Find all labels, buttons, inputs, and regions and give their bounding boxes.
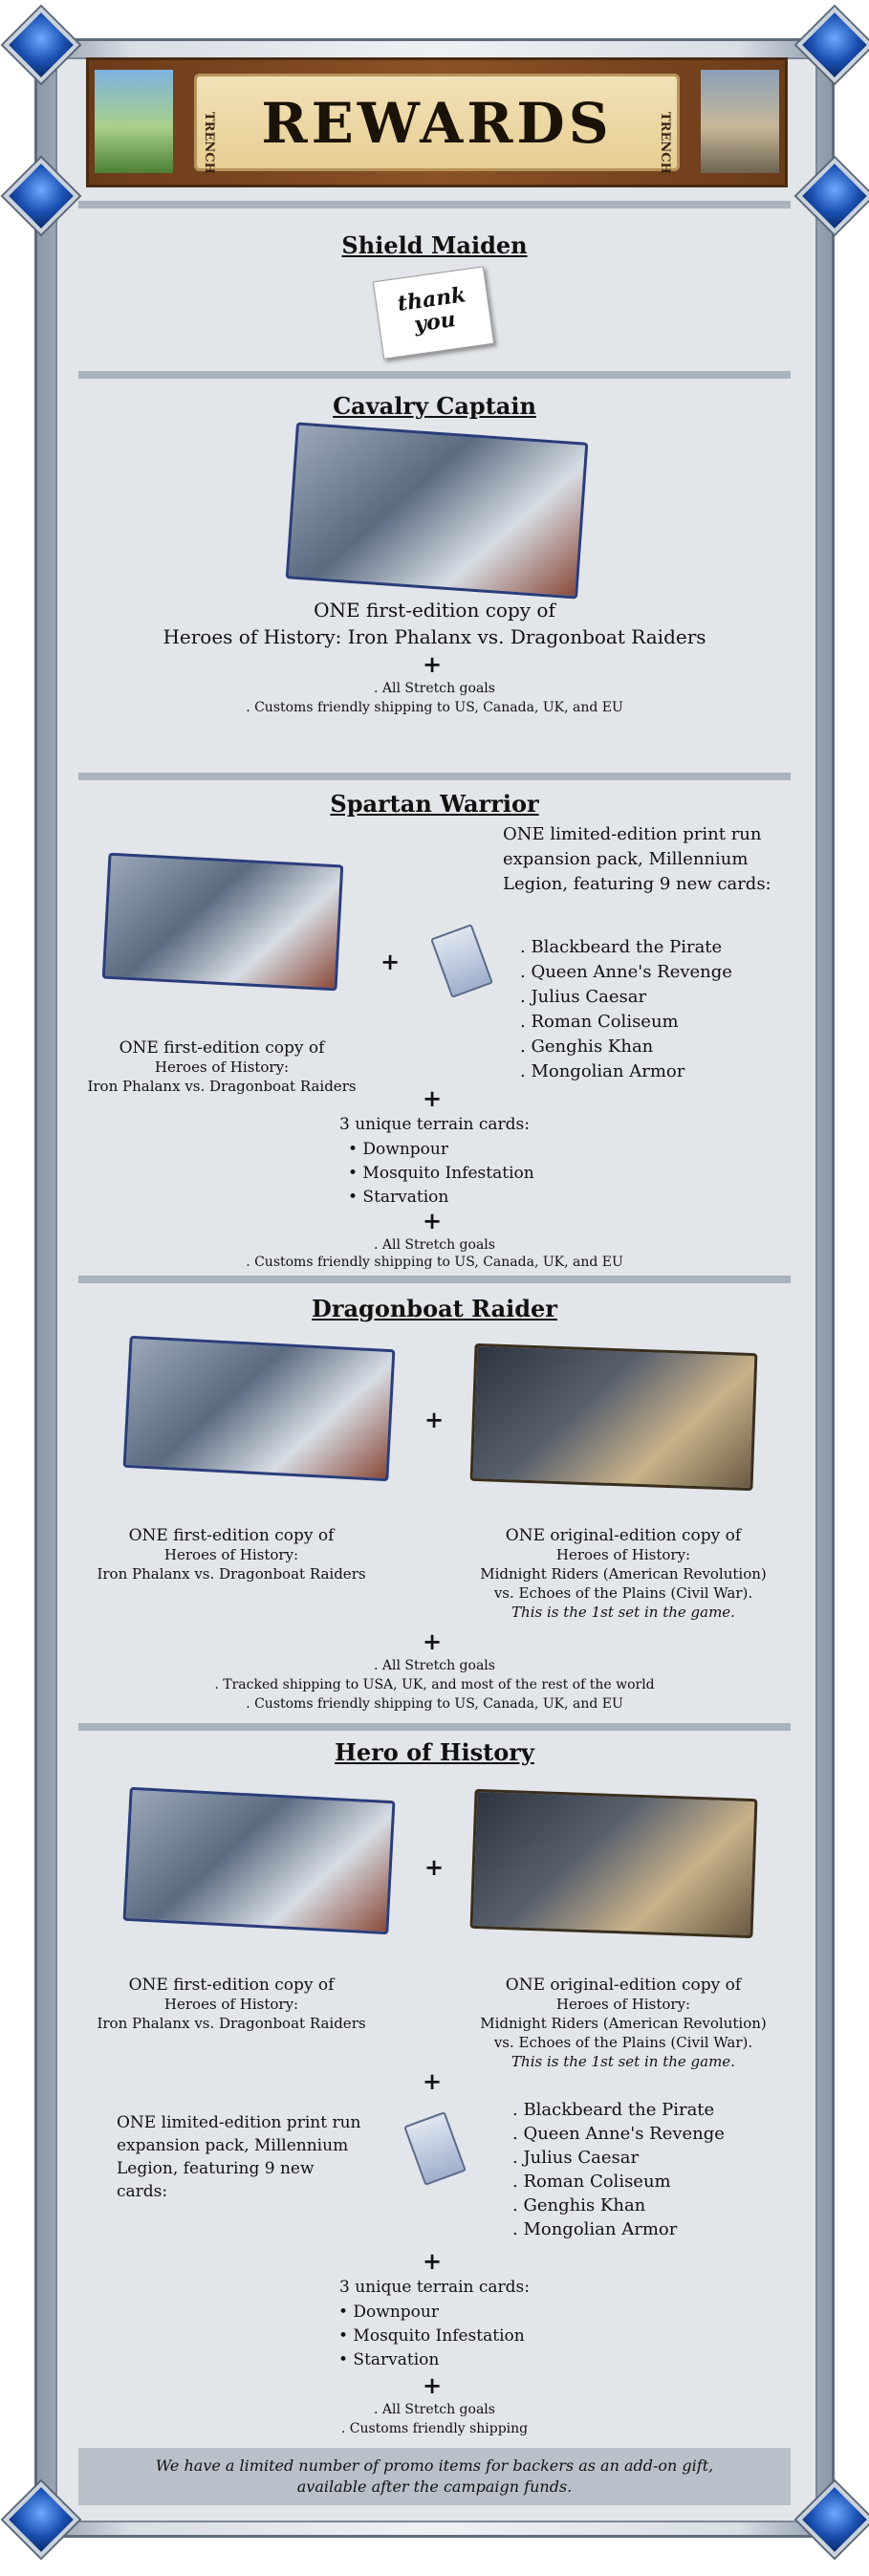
list-item: . Mongolian Armor <box>512 2219 678 2239</box>
list-item: • Downpour <box>348 1140 448 1159</box>
list-item: • Starvation <box>348 1188 449 1207</box>
list-item: . Mongolian Armor <box>520 1061 685 1081</box>
iron-phalanx-box-image <box>123 1787 396 1934</box>
shipping-info: . Customs friendly shipping to US, Canada, UK, and EU <box>246 1696 623 1712</box>
footer-line: We have a limited number of promo items for backers as an add-on gift, <box>155 2456 714 2475</box>
copy-line: Midnight Riders (American Revolution) <box>480 1565 767 1583</box>
copy-line: Iron Phalanx vs. Dragonboat Raiders <box>87 1078 357 1095</box>
plus-sign: + <box>424 1406 445 1433</box>
midnight-riders-box-image <box>470 1789 758 1938</box>
plus-sign: + <box>423 650 443 678</box>
expansion-line: expansion pack, Millennium <box>503 849 749 869</box>
copy-line: Heroes of History: <box>154 1059 290 1076</box>
thank-you-card <box>373 266 494 359</box>
copy-line: Midnight Riders (American Revolution) <box>480 2015 767 2032</box>
banner-scroll <box>194 74 680 174</box>
expansion-line: expansion pack, Millennium <box>117 2136 349 2155</box>
midnight-riders-box-image <box>470 1343 758 1491</box>
reward-line: Heroes of History: Iron Phalanx vs. Dragonboat Raiders <box>163 625 706 648</box>
copy-line: This is the 1st set in the game. <box>511 1604 735 1621</box>
stretch-goals: . All Stretch goals <box>374 2402 495 2417</box>
card-list <box>520 935 732 1084</box>
tier-title: Hero of History <box>335 1738 534 1766</box>
copy-line: ONE first-edition copy of <box>128 1976 335 1995</box>
expansion-line: Legion, featuring 9 new cards: <box>117 2159 315 2201</box>
corner-gem-icon <box>801 11 860 71</box>
list-item: . Julius Caesar <box>520 987 647 1007</box>
stretch-goals: . All Stretch goals <box>374 1658 495 1673</box>
tier-dragonboat-raider <box>78 1276 791 1723</box>
list-item: . Blackbeard the Pirate <box>520 937 723 957</box>
list-item: • Mosquito Infestation <box>348 1164 534 1183</box>
copy-line: This is the 1st set in the game. <box>511 2053 735 2070</box>
expansion-line: Legion, featuring 9 new cards: <box>503 874 771 894</box>
plus-sign: + <box>423 1207 443 1234</box>
copy-line: ONE first-edition copy of <box>119 1038 325 1058</box>
list-item: . Queen Anne's Revenge <box>512 2124 725 2144</box>
tier-title: Spartan Warrior <box>330 790 539 818</box>
copy-line: vs. Echoes of the Plains (Civil War). <box>493 2034 753 2051</box>
banner-tag-left: TRENCH <box>202 112 216 174</box>
plus-sign: + <box>423 1084 443 1112</box>
expansion-line: ONE limited-edition print run <box>503 824 762 844</box>
page-title: REWARDS <box>261 91 613 156</box>
shipping-info: . Customs friendly shipping to US, Canada, UK, and EU <box>246 1255 623 1270</box>
thank-you-text: thank you <box>396 282 467 338</box>
list-item: . Julius Caesar <box>512 2148 640 2168</box>
plus-sign: + <box>423 1627 443 1655</box>
plus-sign: + <box>423 2371 443 2399</box>
copy-line: ONE original-edition copy of <box>505 1976 742 1995</box>
reward-line: ONE first-edition copy of <box>314 599 555 622</box>
copy-line: vs. Echoes of the Plains (Civil War). <box>493 1584 753 1602</box>
shipping-info: . Customs friendly shipping to US, Canada, UK, and EU <box>246 700 623 715</box>
shipping-info: . Customs friendly shipping <box>340 2421 529 2436</box>
copy-line: Heroes of History: <box>555 1546 691 1563</box>
copy-line: ONE first-edition copy of <box>128 1526 335 1545</box>
tier-title: Dragonboat Raider <box>312 1295 557 1322</box>
plus-sign: + <box>424 1853 445 1881</box>
iron-phalanx-box-image <box>102 853 344 992</box>
tracked-shipping-info: . Tracked shipping to USA, UK, and most of the rest of the world <box>214 1677 655 1692</box>
expansion-pack-image <box>403 2111 467 2186</box>
iron-phalanx-box-image <box>286 423 589 600</box>
stretch-goals: . All Stretch goals <box>374 1237 495 1253</box>
tier-hero-of-history <box>78 1723 791 2450</box>
expansion-pack-image <box>430 924 493 998</box>
terrain-title: 3 unique terrain cards: <box>338 2278 531 2297</box>
tier-spartan-warrior <box>78 773 791 1274</box>
landscape-image <box>95 70 173 173</box>
card-list <box>512 2098 725 2241</box>
iron-phalanx-box-image <box>123 1336 396 1481</box>
copy-line: ONE original-edition copy of <box>505 1526 742 1545</box>
copy-line: Heroes of History: <box>555 1996 691 2013</box>
tier-title: Cavalry Captain <box>333 392 536 420</box>
list-item: . Roman Coliseum <box>512 2172 671 2192</box>
corner-gem-icon <box>801 163 860 222</box>
promo-footer <box>78 2448 791 2505</box>
corner-gem-icon <box>8 11 67 71</box>
copy-line: Iron Phalanx vs. Dragonboat Raiders <box>97 1565 366 1583</box>
corner-gem-icon <box>8 163 67 222</box>
plus-sign: + <box>423 2247 443 2275</box>
corner-gem-icon <box>8 2486 67 2545</box>
stretch-goals: . All Stretch goals <box>374 681 495 696</box>
tier-cavalry-captain <box>78 371 791 771</box>
list-item: • Mosquito Infestation <box>338 2326 525 2346</box>
footer-line: available after the campaign funds. <box>296 2478 573 2496</box>
copy-line: Heroes of History: <box>163 1546 299 1563</box>
list-item: . Blackbeard the Pirate <box>512 2100 715 2120</box>
list-item: . Queen Anne's Revenge <box>520 962 732 982</box>
rewards-banner <box>86 57 788 187</box>
banner-tag-right: TRENCH <box>658 112 672 174</box>
copy-line: Heroes of History: <box>163 1996 299 2013</box>
list-item: . Genghis Khan <box>520 1037 654 1057</box>
copy-line: Iron Phalanx vs. Dragonboat Raiders <box>97 2015 366 2032</box>
plus-sign: + <box>380 948 401 975</box>
terrain-title: 3 unique terrain cards: <box>338 1115 531 1134</box>
list-item: . Genghis Khan <box>512 2195 646 2216</box>
tier-title: Shield Maiden <box>341 231 528 259</box>
list-item: . Roman Coliseum <box>520 1012 679 1032</box>
tier-shield-maiden <box>78 201 791 371</box>
terrain-list <box>338 2301 525 2372</box>
list-item: • Starvation <box>338 2350 440 2369</box>
expansion-line: ONE limited-edition print run <box>117 2113 361 2132</box>
plus-sign: + <box>423 2067 443 2095</box>
list-item: • Downpour <box>338 2303 439 2322</box>
terrain-list <box>348 1138 534 1210</box>
ruins-image <box>701 70 779 173</box>
corner-gem-icon <box>801 2486 860 2545</box>
